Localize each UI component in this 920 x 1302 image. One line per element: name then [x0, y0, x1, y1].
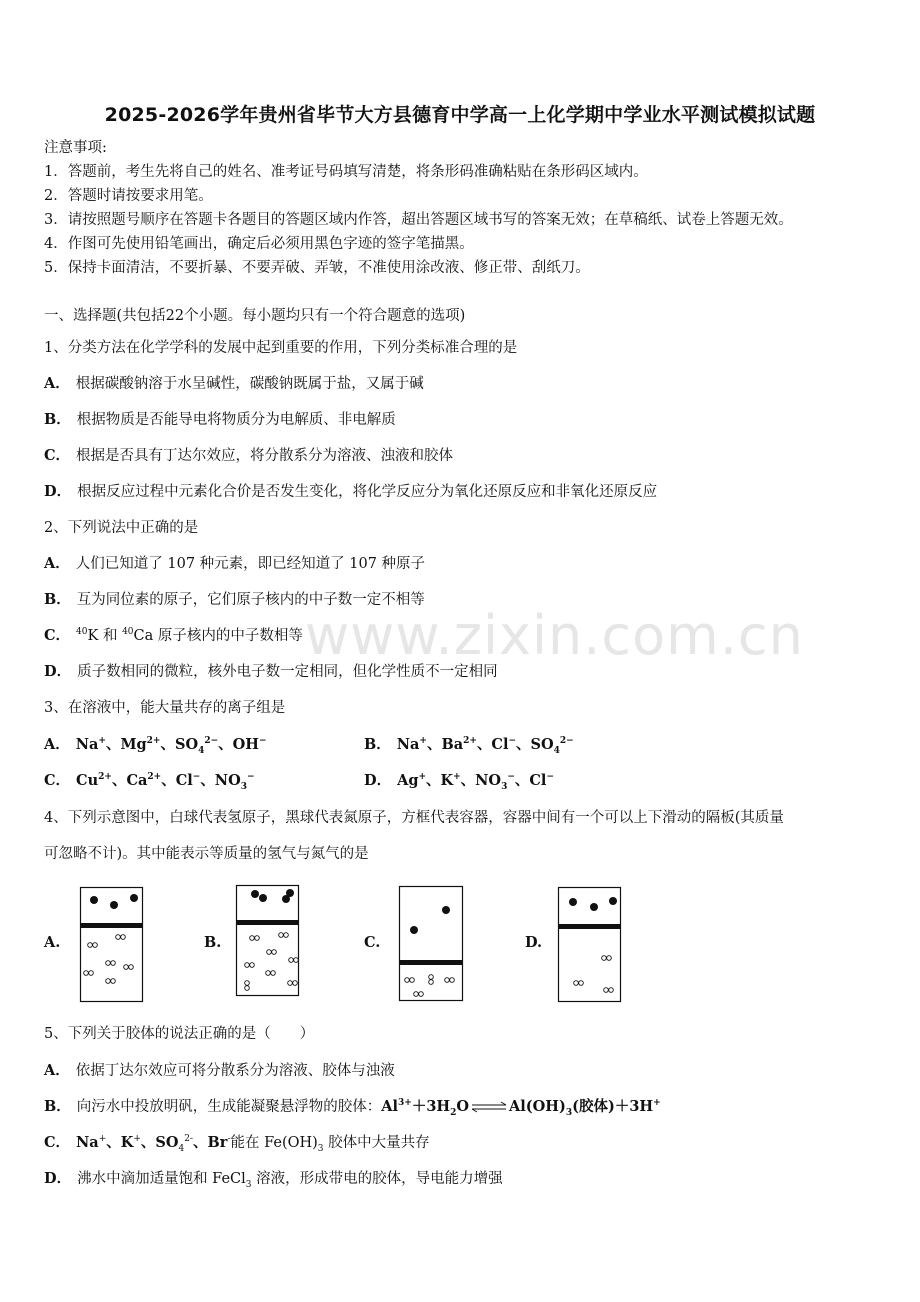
ion-charge: 2+ [146, 736, 161, 747]
hydrogen-molecules [84, 935, 134, 984]
page-title: 2025-2026学年贵州省毕节大方县德育中学高一上化学期中学业水平测试模拟试题 [104, 104, 816, 126]
nitrogen-atom [90, 896, 98, 904]
option-text: 沸水中滴加适量饱和 FeCl [77, 1171, 246, 1187]
ion-text: 、OH [218, 736, 260, 753]
formula-text: (胶体)＋3H [572, 1098, 654, 1115]
ion-charge: 2- [184, 1134, 194, 1145]
question-4-stem: 4、下列示意图中，白球代表氢原子，黑球代表氮原子，方框代表容器，容器中间有一个可以上下滑动的隔板(其质量 [44, 810, 784, 826]
nitrogen-atom [286, 889, 294, 897]
nitrogen-atom [110, 901, 118, 909]
q1-option-c[interactable] [44, 446, 453, 466]
figure-b-label[interactable]: B. [204, 934, 222, 951]
q3-option-c[interactable] [44, 771, 255, 791]
formula-text: Al [381, 1098, 399, 1115]
nitrogen-atom [442, 906, 450, 914]
note-item: 5．保持卡面清洁，不要折暴、不要弄破、弄皱，不准使用涂改液、修正带、刮纸刀。 [44, 260, 590, 276]
note-item: 1．答题前，考生先将自己的姓名、准考证号码填写清楚，将条形码准确粘贴在条形码区域内。 [44, 164, 648, 180]
option-letter: D． [44, 663, 72, 680]
equation [381, 1098, 661, 1118]
option-letter: A． [44, 1062, 70, 1079]
subscript: 3 [565, 1107, 573, 1118]
option-letter: B． [44, 411, 71, 428]
section-heading: 一、选择题(共包括22个小题。每小题均只有一个符合题意的选项) [44, 308, 466, 324]
q5-option-d[interactable] [44, 1169, 503, 1189]
q3-option-a[interactable] [44, 735, 267, 755]
option-text: 依据丁达尔效应可将分散系分为溶液、胶体与浊液 [75, 1063, 395, 1079]
ion-charge: − [246, 772, 255, 783]
charge: 3+ [398, 1098, 412, 1109]
ion-charge: 2− [559, 736, 574, 747]
subscript: 2 [450, 1107, 457, 1118]
ion-subscript: 3 [240, 781, 247, 792]
ion-text: 、Ba [426, 736, 464, 753]
ion-charge: − [259, 736, 267, 747]
option-text: 根据碳酸钠溶于水呈碱性，碳酸钠既属于盐，又属于碱 [75, 376, 424, 392]
ion-charge: + [419, 736, 427, 747]
option-letter: C． [44, 627, 71, 644]
ion-text: 、Cl [514, 772, 547, 789]
option-letter: B． [44, 1098, 71, 1115]
option-letter: D． [364, 772, 392, 789]
ion-text: Na [75, 736, 99, 753]
reversible-arrow-icon [471, 1102, 507, 1112]
ion-text: Ag [397, 772, 419, 789]
ion-charge: + [453, 772, 461, 783]
question-3-stem: 3、在溶液中，能大量共存的离子组是 [44, 700, 286, 716]
ion-text: 、Br [193, 1134, 228, 1151]
q5-option-b[interactable] [44, 1097, 661, 1117]
option-letter: A． [44, 375, 70, 392]
nitrogen-atom [569, 898, 577, 906]
ion-text: Cu [76, 772, 99, 789]
q2-option-c[interactable] [44, 626, 303, 646]
partition [80, 923, 143, 928]
option-letter: A． [44, 555, 70, 572]
watermark: www.zixin.com.cn [305, 604, 804, 667]
mass-number: 40 [76, 627, 88, 638]
figure-d-label[interactable]: D. [525, 934, 543, 951]
ion-subscript: 4 [198, 745, 205, 756]
ion-charge: − [507, 772, 515, 783]
note-item: 4．作图可先使用铅笔画出，确定后必须用黑色字迹的签字笔描黑。 [44, 236, 474, 252]
ion-charge: 2+ [147, 772, 162, 783]
ion-charge: + [133, 1134, 141, 1145]
ion-text: 、SO [140, 1134, 179, 1151]
container-box [237, 886, 299, 996]
hydrogen-molecules [405, 975, 455, 997]
ion-charge: 2− [204, 736, 219, 747]
q1-option-b[interactable] [44, 410, 396, 430]
q3-option-d[interactable] [364, 771, 554, 791]
hydrogen-molecules [574, 956, 614, 993]
option-text: 根据是否具有丁达尔效应，将分散系分为溶液、浊液和胶体 [76, 448, 454, 464]
ion-charge: - [227, 1134, 231, 1145]
option-text: 互为同位素的原子，它们原子核内的中子数一定不相等 [76, 592, 425, 608]
figure-c-container[interactable] [399, 886, 464, 1002]
partition [399, 960, 463, 965]
q1-option-a[interactable] [44, 374, 424, 394]
ion-charge: − [192, 772, 201, 783]
ion-charge: − [546, 772, 554, 783]
ion-subscript: 4 [553, 745, 560, 756]
option-letter: D． [44, 1170, 72, 1187]
note-item: 2．答题时请按要求用笔。 [44, 188, 213, 204]
figure-c-label[interactable]: C. [364, 934, 381, 951]
ion-text: 、K [426, 772, 454, 789]
q1-option-d[interactable] [44, 482, 657, 502]
ion-charge: − [508, 736, 517, 747]
formula-text: O [456, 1098, 470, 1115]
option-text: 人们已知道了 107 种元素，即已经知道了 107 种原子 [75, 556, 426, 572]
formula-text: Al(OH) [509, 1098, 566, 1115]
ion-charge: + [418, 772, 427, 783]
ion-text: Na [396, 736, 420, 753]
ion-text: 、Mg [105, 736, 147, 753]
container-box [400, 887, 463, 1001]
ion-charge: 2+ [98, 772, 112, 783]
option-text: 和 [98, 628, 123, 644]
ion-text: 、SO [160, 736, 199, 753]
ion-charge: 2+ [463, 736, 477, 747]
ion-text: Na [76, 1134, 99, 1151]
q5-option-c[interactable] [44, 1133, 430, 1153]
mass-number: 40 [122, 627, 134, 638]
question-1-stem: 1、分类方法在化学学科的发展中起到重要的作用，下列分类标准合理的是 [44, 340, 518, 356]
figure-d-container[interactable] [558, 887, 622, 1003]
option-text: 根据反应过程中元素化合价是否发生变化，将化学反应分为氧化还原反应和非氧化还原反应 [77, 484, 658, 500]
ion-text: 、SO [516, 736, 554, 753]
hydrogen-molecules [245, 933, 299, 991]
nitrogen-atom [130, 894, 138, 902]
option-letter: C． [44, 447, 71, 464]
nitrogen-atom [609, 897, 617, 905]
figure-a-container[interactable] [80, 887, 144, 1003]
option-letter: A． [44, 736, 70, 753]
nitrogen-atom [590, 903, 598, 911]
figure-b-container[interactable] [236, 885, 300, 997]
ion-subscript: 4 [178, 1143, 185, 1154]
note-item: 3．请按照题号顺序在答题卡各题目的答题区域内作答，超出答题区域书写的答案无效；在草稿纸、试卷上答题无效。 [44, 212, 793, 228]
q2-option-a[interactable] [44, 554, 425, 574]
q5-option-a[interactable] [44, 1061, 395, 1081]
question-2-stem: 2、下列说法中正确的是 [44, 520, 199, 536]
question-4-stem-cont: 可忽略不计)。其中能表示等质量的氢气与氮气的是 [44, 846, 369, 862]
formula-text: ＋3H [411, 1098, 451, 1115]
option-text: 根据物质是否能导电将物质分为电解质、非电解质 [76, 412, 396, 428]
option-text: 原子核内的中子数相等 [153, 628, 303, 644]
element-symbol: K [87, 628, 99, 644]
option-text: 向污水中投放明矾，生成能凝聚悬浮物的胶体： [76, 1099, 382, 1115]
figure-a-label[interactable]: A. [44, 934, 61, 951]
option-text: 能在 Fe(OH) [230, 1135, 318, 1151]
ion-text: 、NO [200, 772, 241, 789]
nitrogen-atom [251, 890, 259, 898]
ion-text: 、Ca [111, 772, 148, 789]
option-letter: C． [44, 772, 71, 789]
nitrogen-atom [259, 894, 267, 902]
option-letter: B． [44, 591, 71, 608]
element-symbol: Ca [133, 628, 154, 644]
subscript: 3 [245, 1179, 252, 1190]
ion-text: 、K [106, 1134, 134, 1151]
ion-text: 、Cl [476, 736, 509, 753]
ion-text: 、Cl [161, 772, 193, 789]
ion-subscript: 3 [501, 781, 508, 792]
ion-charge: + [98, 736, 106, 747]
option-letter: D． [44, 483, 72, 500]
option-letter: C． [44, 1134, 71, 1151]
ion-charge: + [98, 1134, 107, 1145]
nitrogen-atom [410, 926, 418, 934]
container-box [559, 888, 621, 1002]
subscript: 3 [317, 1143, 324, 1154]
ion-text: 、NO [460, 772, 502, 789]
option-text: 溶液，形成带电的胶体，导电能力增强 [251, 1171, 503, 1187]
partition [236, 920, 299, 925]
option-letter: B． [364, 736, 391, 753]
option-text: 胶体中大量共存 [323, 1135, 430, 1151]
notes-heading: 注意事项: [44, 140, 107, 156]
q2-option-d[interactable] [44, 662, 498, 682]
q2-option-b[interactable] [44, 590, 425, 610]
partition [558, 924, 621, 929]
q3-option-b[interactable] [364, 735, 574, 755]
charge: + [653, 1098, 661, 1109]
question-5-stem: 5、下列关于胶体的说法正确的是（ ） [44, 1026, 315, 1042]
option-text: 质子数相同的微粒，核外电子数一定相同，但化学性质不一定相同 [77, 664, 498, 680]
